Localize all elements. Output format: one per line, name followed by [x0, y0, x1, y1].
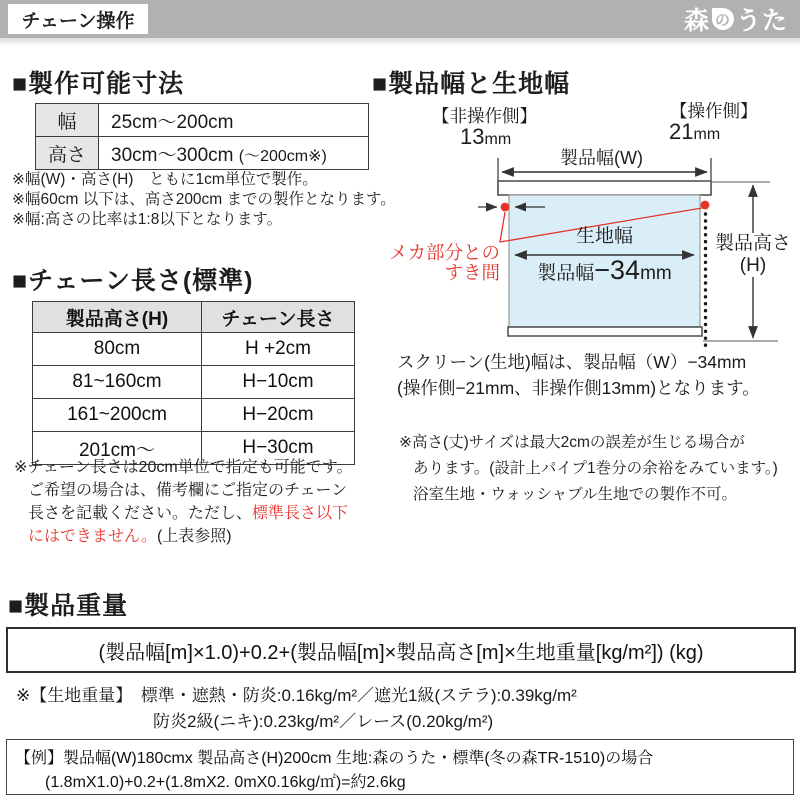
fabric-width-formula — [509, 256, 700, 288]
gap-label-line: すき間 — [444, 262, 500, 283]
fabric-weight-label: ※【生地重量】 — [16, 686, 124, 705]
dims-row-value — [99, 104, 369, 137]
section-title-weight: ■製品重量 — [8, 592, 129, 620]
paragraph-line: スクリーン(生地)幅は、製品幅（W）−34mm — [397, 352, 747, 372]
note-line: あります。(設計上パイプ1巻分の余裕をみています。) — [413, 460, 778, 477]
fabric-weight-note — [16, 681, 577, 706]
chain-note — [12, 456, 352, 548]
chain-cell-length: H−10cm — [202, 366, 355, 399]
section-title-widths: ■製品幅と生地幅 — [372, 70, 571, 98]
chain-cell-height: 81~160cm — [33, 366, 202, 399]
gap-number: 21 — [669, 119, 694, 144]
product-width-label: 製品幅(W) — [560, 148, 643, 168]
chain-cell-length: H−20cm — [202, 399, 355, 432]
note-text: (上表参照) — [156, 528, 232, 545]
note-line: ※幅:高さの比率は1:8以下となります。 — [12, 211, 283, 228]
non-operation-side-label: 【非操作側】 — [432, 106, 537, 126]
table-row — [33, 366, 355, 399]
note-line — [28, 525, 352, 548]
note-text-red: にはできません。 — [28, 528, 157, 545]
chain-cell-height: 161~200cm — [33, 399, 202, 432]
height-label-line: (H) — [739, 255, 767, 276]
dims-value-text: 30cm〜300cm — [111, 144, 234, 166]
chain-length-table — [32, 301, 355, 465]
note-text: 長さを記載ください。ただし、 — [28, 505, 253, 522]
dims-table — [35, 103, 369, 170]
brand-logo-text-post: うた — [735, 7, 788, 35]
table-header-row — [33, 302, 355, 333]
top-bar-shadow — [0, 38, 800, 46]
formula-number: −34 — [594, 255, 641, 285]
chain-cell-length: H−30cm — [202, 432, 355, 465]
chain-cell-height: 80cm — [33, 333, 202, 366]
fabric-weight-note-2: 防炎2級(ニキ):0.23kg/m²／レース(0.20kg/m²) — [153, 712, 494, 731]
note-line: ご希望の場合は、備考欄にご指定のチェーン — [28, 482, 348, 499]
screen-width-paragraph — [397, 349, 760, 401]
paragraph-line: (操作側−21mm、非操作側13mm)となります。 — [397, 378, 760, 398]
example-line: 【例】製品幅(W)180cmx 製品高さ(H)200cm 生地:森のうた・標準(冬の森TR-1510)の場合 — [15, 750, 654, 767]
gap-unit: mm — [484, 131, 512, 148]
table-row — [33, 333, 355, 366]
section-title-chain: ■チェーン長さ(標準) — [12, 267, 254, 295]
note-line: 浴室生地・ウォッシャブル生地での製作不可。 — [413, 486, 737, 503]
note-line: ※チェーン長さは20cm単位で指定も可能です。 — [14, 459, 353, 476]
dims-row-label: 高さ — [36, 137, 99, 170]
chain-cell-length: H +2cm — [202, 333, 355, 366]
operation-type-label: チェーン操作 — [8, 4, 148, 34]
note-line: ※幅(W)・高さ(H) ともに1cm単位で製作。 — [12, 171, 318, 188]
mechanism-gap-label — [389, 243, 500, 283]
chain-col-header-height: 製品高さ(H) — [33, 302, 202, 333]
note-line: ※高さ(丈)サイズは最大2cmの誤差が生じる場合が — [399, 434, 745, 451]
table-row — [36, 137, 369, 170]
fabric-width-label: 生地幅 — [575, 226, 633, 247]
width-diagram — [372, 95, 800, 353]
fabric-weight-values: 標準・遮熱・防炎:0.16kg/m²／遮光1級(ステラ):0.39kg/m² — [140, 686, 577, 705]
chain-col-header-length: チェーン長さ — [202, 302, 355, 333]
dims-notes — [12, 170, 396, 230]
operation-gap-value — [669, 119, 720, 145]
gap-number: 13 — [460, 124, 485, 149]
table-row — [36, 104, 369, 137]
table-row — [33, 399, 355, 432]
leaf-icon: の — [712, 8, 734, 30]
formula-unit: mm — [640, 263, 672, 284]
height-label-line: 製品高さ — [715, 233, 792, 254]
weight-example-box — [6, 739, 794, 795]
dims-value-text: 25cm〜200cm — [111, 111, 234, 133]
formula-pre: 製品幅 — [537, 263, 595, 284]
gap-label-line: メカ部分との — [388, 242, 500, 263]
gap-unit: mm — [693, 126, 721, 143]
dims-value-suffix: (〜200cm※) — [238, 147, 327, 165]
section-title-dims: ■製作可能寸法 — [12, 70, 185, 98]
weight-formula-box: (製品幅[m]×1.0)+0.2+(製品幅[m]×製品高さ[m]×生地重量[kg/m²]) (kg) — [6, 627, 796, 673]
chain-cell-height: 201cm〜 — [33, 432, 202, 465]
non-operation-gap-value — [460, 124, 511, 150]
dims-row-label: 幅 — [36, 104, 99, 137]
brand-logo — [684, 0, 788, 38]
product-height-label — [715, 233, 791, 277]
example-line: (1.8mX1.0)+0.2+(1.8mX2. 0mX0.16kg/㎡)=約2.6kg — [45, 774, 406, 791]
dims-row-value — [99, 137, 369, 170]
operation-side-label: 【操作側】 — [670, 101, 758, 121]
height-tolerance-notes — [399, 430, 778, 508]
brand-logo-text-pre: 森 — [683, 7, 710, 35]
note-line — [28, 502, 352, 525]
note-line: ※幅60cm 以下は、高さ200cm までの製作となります。 — [12, 191, 396, 208]
note-text-red: 標準長さ以下 — [252, 505, 349, 522]
